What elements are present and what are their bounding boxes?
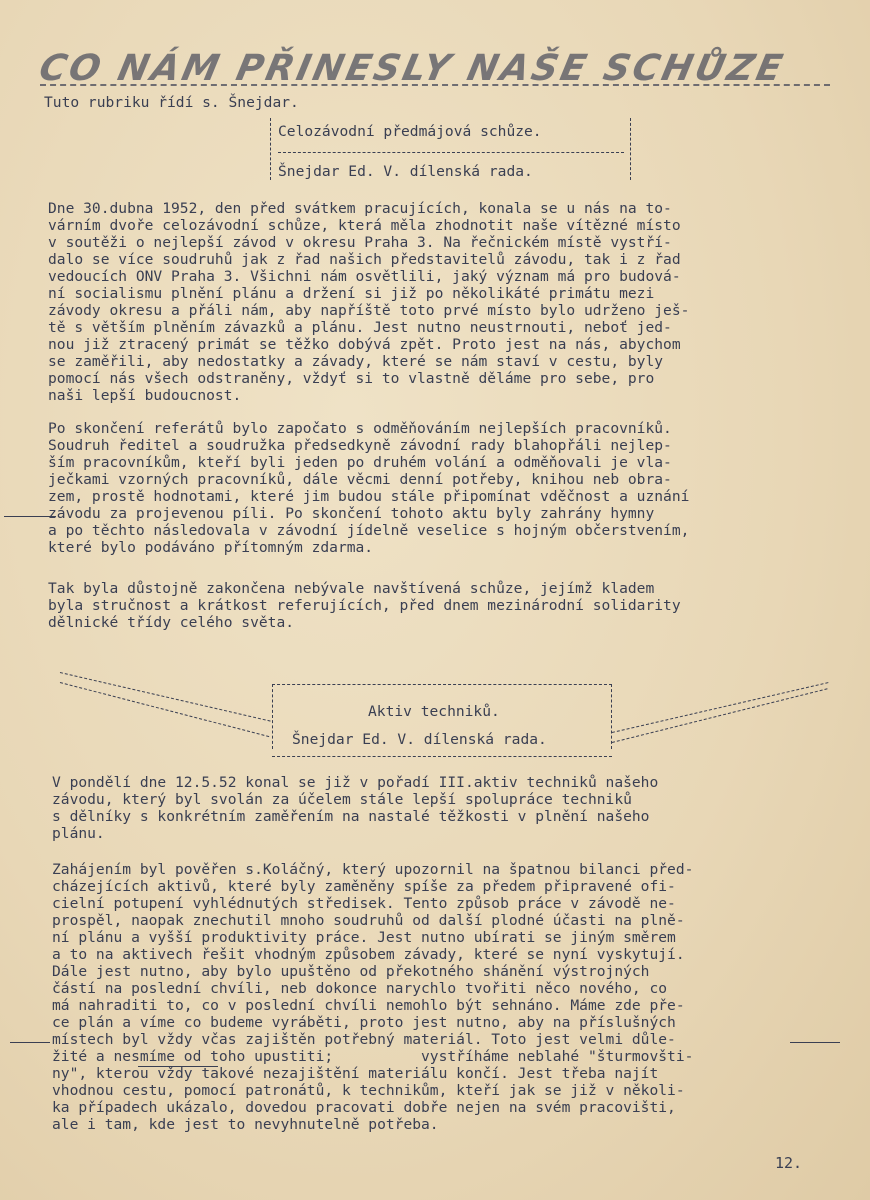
margin-strike-line [790,1042,840,1043]
decorative-ray-left-2 [60,682,269,737]
text-line: V pondělí dne 12.5.52 konal se již v pořadí III.aktiv techniků našeho [52,774,659,791]
text-line: plánu. [52,825,105,842]
heading-box-left-border [270,118,271,180]
text-line: dělnické třídy celého světa. [48,614,295,631]
text-line: ale i tam, kde jest to nevyhnutelně potřeba. [52,1116,439,1133]
text-line: a po těchto následovala v závodní jídelně veselice s hojným občerstvením, [48,522,690,539]
heading-box-right-border [630,118,631,180]
section2-author: Šnejdar Ed. V. dílenská rada. [292,731,547,748]
title-underline [40,84,830,86]
text-line: Dále jest nutno, aby bylo upuštěno od překotného shánění výstrojných [52,963,650,980]
section1-author: Šnejdar Ed. V. dílenská rada. [278,163,533,180]
decorative-ray-right-1 [612,682,829,733]
text-line: Soudruh ředitel a soudružka předsedkyně závodní rady blahopřáli nejlep- [48,437,672,454]
text-line: cielní potupení vyhlédnutých středisek. Tento způsob práce v závodě ne- [52,895,676,912]
text-line: v soutěži o nejlepší závod v okresu Praha 3. Na řečnickém místě vystří- [48,234,672,251]
text-line: naši lepší budoucnost. [48,387,242,404]
text-line: ní socialismu plnění plánu a držení si již po několikáté primátu mezi [48,285,655,302]
text-line: s dělníky s konkrétním zaměřením na nastalé těžkosti v plnění našeho [52,808,650,825]
text-line: vedoucích ONV Praha 3. Všichni nám osvětlili, jaký význam má pro budová- [48,268,681,285]
text-line: závodu, který byl svolán za účelem stále lepší spolupráce techniků [52,791,632,808]
text-line: cházejících aktivů, které byly zaměněny spíše za předem připravené ofi- [52,878,676,895]
text-line: ka případech ukázalo, dovedou pracovati dobře nejen na svém pracovišti, [52,1099,676,1116]
text-line: Po skončení referátů bylo započato s odměňováním nejlepších pracovníků. [48,420,672,437]
heading-box-divider [278,152,624,153]
section2-heading: Aktiv techniků. [368,703,500,720]
text-line: Dne 30.dubna 1952, den před svátkem pracujících, konala se u nás na to- [48,200,672,217]
text-line: dalo se více soudruhů jak z řad našich představitelů závodu, tak i z řad [48,251,681,268]
margin-strike-line [4,516,56,517]
text-line: byla stručnost a krátkost referujících, před dnem mezinárodní solidarity [48,597,681,614]
text-line: zem, prostě hodnotami, které jim budou stále připomínat vděčnost a uznání [48,488,690,505]
text-line: prospěl, naopak znechutil mnoho soudruhů od další plodné účasti na plně- [52,912,685,929]
page-title: CO NÁM PŘINESLY NAŠE SCHŮZE [35,48,789,89]
section1-heading: Celozávodní předmájová schůze. [278,123,542,140]
text-line: ní plánu a vyšší produktivity práce. Jest nutno ubírati se jiným směrem [52,929,676,946]
text-strikethrough [138,1066,218,1067]
text-line: tě s větším plněním závazků a plánu. Jest nutno neustrnouti, neboť jed- [48,319,672,336]
text-line: žité a nesmíme od toho upustiti; vystříháme neblahé "šturmovšti- [52,1048,694,1065]
text-line: a to na aktivech řešit vhodným způsobem závady, které se nyní vyskytují. [52,946,685,963]
text-line: várním dvoře celozávodní schůze, která měla zhodnotit naše vítězné místo [48,217,681,234]
rubric-subtitle: Tuto rubriku řídí s. Šnejdar. [44,94,299,111]
text-line: ny", kterou vždy takové nezajištění materiálu končí. Jest třeba najít [52,1065,659,1082]
text-line: částí na poslední chvíli, neb dokonce narychlo tvořiti něco nového, co [52,980,668,997]
heading-box-2-bottom [272,756,612,757]
text-line: má nahraditi to, co v poslední chvíli nemohlo být sehnáno. Máme zde pře- [52,997,685,1014]
text-line: místech byl vždy včas zajištěn potřebný materiál. Toto jest velmi důle- [52,1031,676,1048]
text-line: ce plán a víme co budeme vyráběti, proto jest nutno, aby na příslušných [52,1014,676,1031]
text-line: Zahájením byl pověřen s.Koláčný, který upozornil na špatnou bilanci před- [52,861,694,878]
decorative-ray-left-1 [60,672,271,722]
text-line: závodu za projevenou píli. Po skončení tohoto aktu byly zahrány hymny [48,505,655,522]
text-line: závody okresu a přáli nám, aby napříště toto prvé místo bylo udrženo ješ- [48,302,690,319]
text-line: se zaměřili, aby nedostatky a závady, které se nám staví v cestu, byly [48,353,664,370]
text-line: Tak byla důstojně zakončena nebývale navštívená schůze, jejímž kladem [48,580,655,597]
text-line: pomocí nás všech odstraněny, vždyť si to vlastně děláme pro sebe, pro [48,370,655,387]
page-number: 12. [775,1154,803,1172]
decorative-ray-right-2 [612,688,828,743]
text-line: vhodnou cestu, pomocí patronátů, k technikům, kteří jak se již v několi- [52,1082,685,1099]
text-line: ječkami vzorných pracovníků, dále věcmi denní potřeby, knihou neb obra- [48,471,672,488]
text-line: ším pracovníkům, kteří byli jeden po druhém volání a odměňovali je vla- [48,454,672,471]
margin-strike-line [10,1042,50,1043]
text-line: nou již ztracený primát se těžko dobývá zpět. Proto jest na nás, abychom [48,336,681,353]
text-line: které bylo podáváno přítomným zdarma. [48,539,374,556]
